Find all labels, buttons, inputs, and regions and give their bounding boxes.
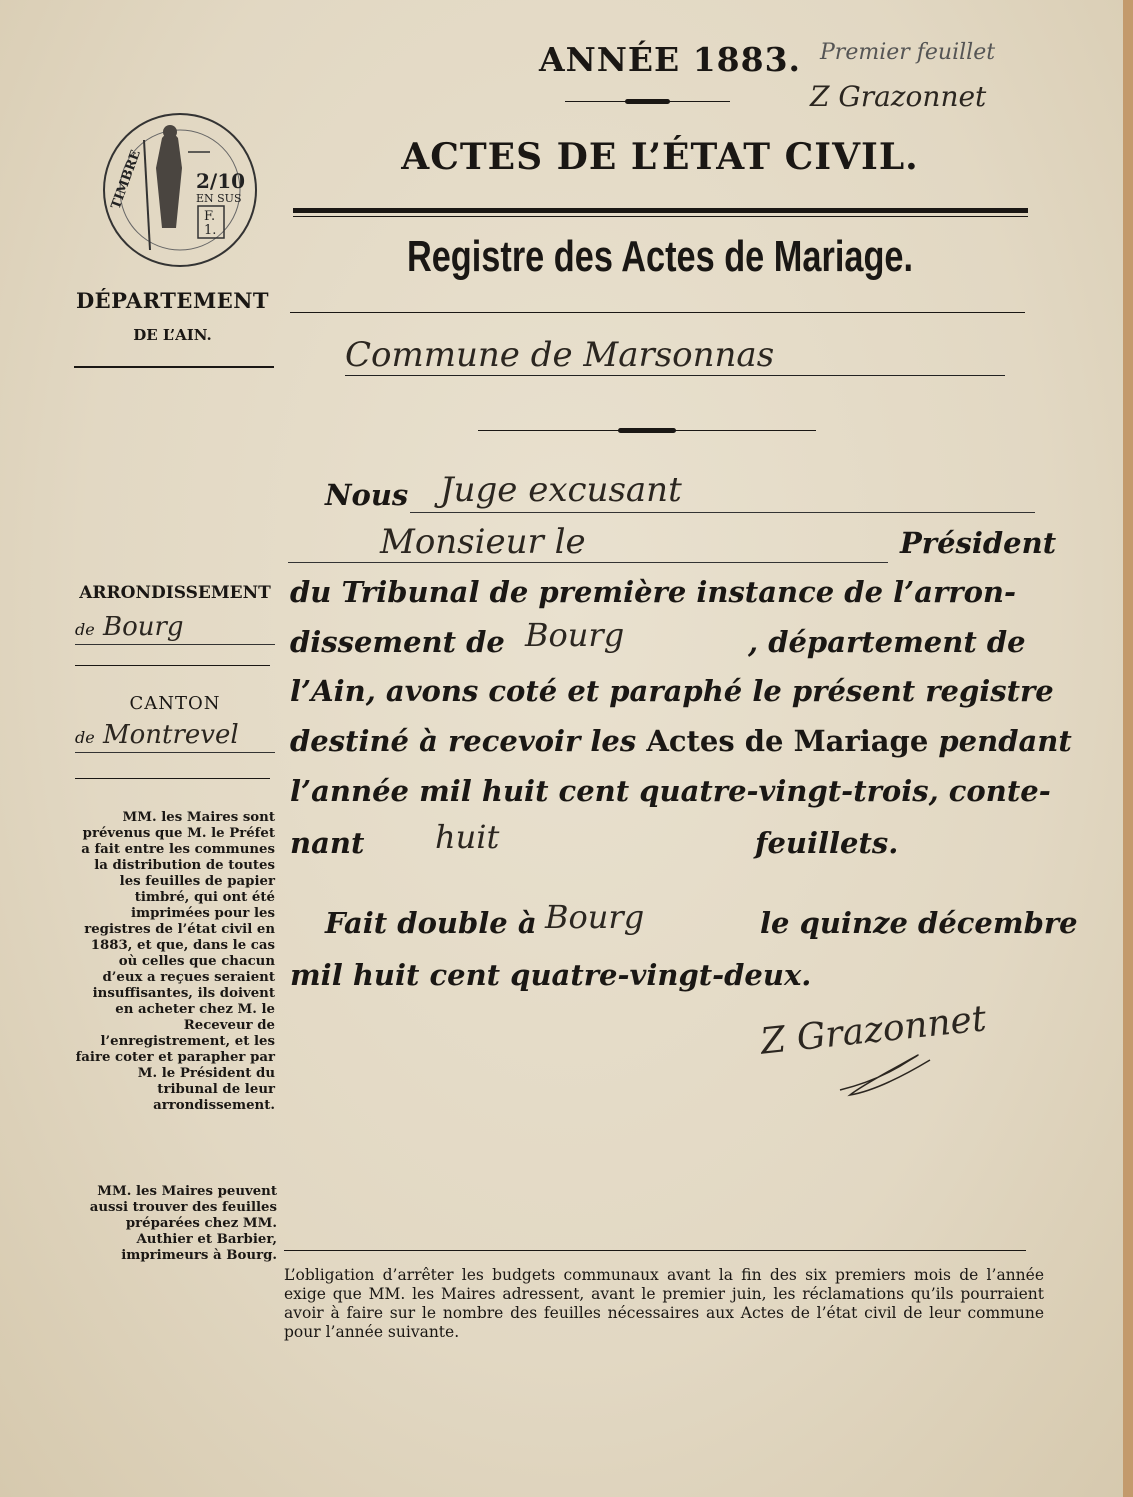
ornament-rule-middle [478,428,816,434]
department-label: DÉPARTEMENT [75,288,270,313]
page-edge [1123,0,1133,1497]
body-line-10: mil huit cent quatre-vingt-deux. [290,958,812,992]
department-name: DE L’AIN. [133,326,212,344]
timbre-stamp-icon [100,110,260,270]
footer-notice: L’obligation d’arrêter les budgets communaux avant la fin des six premiers mois de l’année exige que MM. les Maires adressent, avant le premier juin, les réclamations qu’ils pourraient avoir à faire sur le nombre des feuilles nécessaires aux Actes de l’état civil de leur commune pour l’année suivante. [284,1266,1044,1341]
line9-handwritten-value: Bourg [545,898,645,936]
sidebar-note-2: MM. les Maires peuvent aussi trouver des feuilles préparées chez MM. Authier et Barbier, imprimeurs à Bourg. [89,1184,277,1263]
ornament-rule-top [565,100,730,104]
line8-end: feuillets. [755,826,899,860]
president-label: Président [900,526,1057,560]
canton-divider [75,778,270,779]
line2-field-line [288,562,888,563]
body-line-6 [290,724,1072,758]
line4-end: , département de [748,625,1026,659]
body-line-7: l’année mil huit cent quatre-vingt-trois, conte- [290,774,1051,808]
signature: Z Grazonnet [758,998,989,1063]
body-line-nous [325,478,408,512]
stamp-box-bottom: 1. [204,223,217,238]
line2-handwritten-value: Monsieur le [380,522,586,562]
stamp-price-text: 2/10 [196,169,246,193]
register-underline [290,312,1025,313]
canton-prefix: de [75,728,95,747]
stamp-box-top: F. [204,209,216,224]
department-underline [74,366,274,368]
commune-field: Commune de Marsonnas [345,335,1005,376]
title-thin-rule [293,216,1028,217]
signature-flourish-icon [830,1050,970,1100]
nous-field-line [410,512,1035,513]
line4-start: dissement de [290,625,505,659]
line9-end: le quinze décembre [760,906,1078,940]
handwritten-initials-top: Z Grazonnet [810,80,987,113]
line6-upright: Actes de Mariage [646,724,929,758]
line6-end: pendant [938,724,1072,758]
sidebar-note-1: MM. les Maires sont prévenus que M. le Préfet a fait entre les communes la distribution de toutes les feuilles de papier timbré, qui ont été imprimées pour les registres de l’état civil en 1883, et que, dans le cas où celles que chacun d’eux a reçues seraient insuffisantes, ils doivent en acheter chez M. le Receveur de l’enregistrement, et les faire coter et parapher par M. le Président du tribunal de leur arrondissement. [75,810,275,1113]
line8-start: nant [290,826,365,860]
arrondissement-label: ARRONDISSEMENT [79,583,271,603]
nous-handwritten-value: Juge excusant [440,470,682,510]
line4-handwritten-value: Bourg [525,616,625,654]
line6-start: destiné à recevoir les [290,724,637,758]
civil-status-title: ACTES DE L’ÉTAT CIVIL. [401,136,919,178]
stamp-price-sub: EN SUS [196,192,242,205]
register-title: Registre des Actes de Mariage. [406,232,914,281]
arrondissement-value: Bourg [102,612,184,642]
body-line-5: l’Ain, avons coté et paraphé le présent registre [290,674,1054,708]
canton-field [75,720,275,753]
body-line-4 [290,625,505,659]
line8-handwritten-value: huit [435,818,500,856]
footer-rule [284,1250,1026,1251]
year-heading: ANNÉE 1883. [538,40,802,79]
body-line-3: du Tribunal de première instance de l’arron- [290,575,1017,609]
nous-label: Nous [325,478,409,512]
handwritten-note-top: Premier feuillet [820,40,996,65]
stamp-timbre-text: TIMBRE [108,148,144,212]
canton-value: Montrevel [102,720,239,750]
arrondissement-divider [75,665,270,666]
arrondissement-field [75,612,275,645]
canton-label: CANTON [129,693,221,714]
arrondissement-prefix: de [75,620,95,639]
title-double-rule [293,208,1028,213]
line9-start: Fait double à [325,906,537,940]
